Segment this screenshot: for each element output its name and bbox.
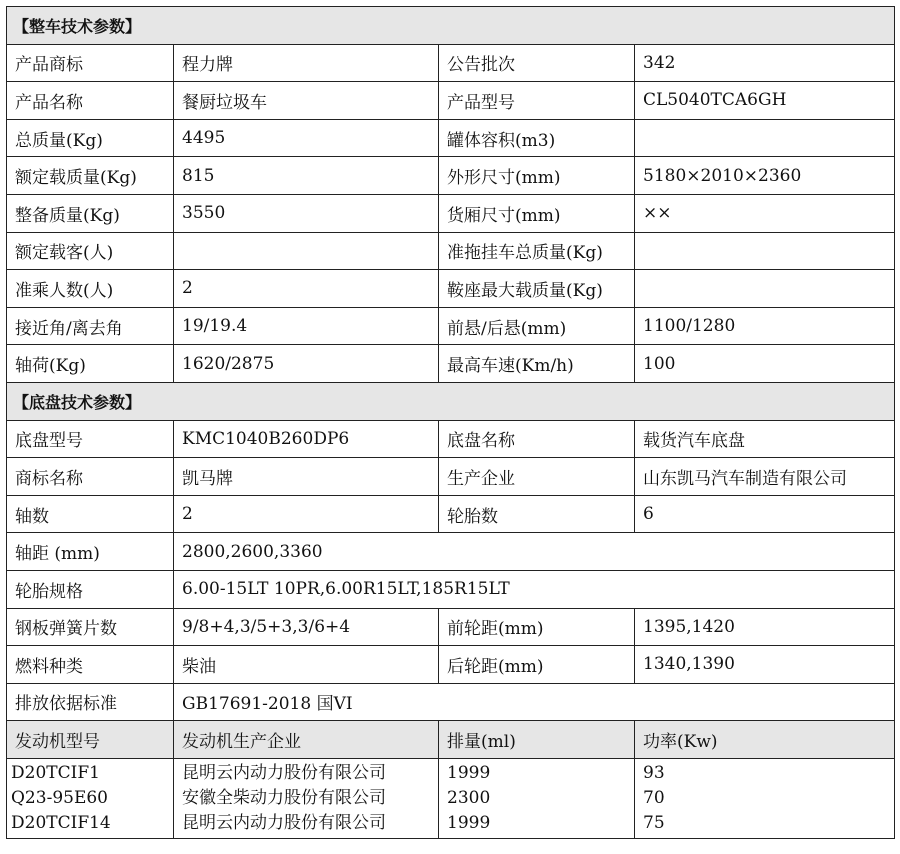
engine-list-row — [7, 758, 895, 838]
engine-model: D20TCIF14 — [11, 812, 111, 833]
spec-row — [7, 119, 895, 157]
spec-row — [7, 495, 895, 533]
engine-power-cell — [635, 758, 895, 838]
spec-label: 轴荷(Kg) — [7, 345, 174, 383]
engine-maker: 安徽全柴动力股份有限公司 — [182, 787, 386, 808]
spec-value — [635, 232, 895, 270]
spec-label: 准乘人数(人) — [7, 270, 174, 308]
spec-value: 6.00-15LT 10PR,6.00R15LT,185R15LT — [174, 570, 895, 608]
spec-label: 后轮距(mm) — [439, 646, 635, 684]
spec-value: 5180×2010×2360 — [635, 157, 895, 195]
emission-value: GB17691-2018 国VI — [174, 683, 895, 721]
spec-value: 1395,1420 — [635, 608, 895, 646]
spec-label: 额定载质量(Kg) — [7, 157, 174, 195]
spec-label: 轴数 — [7, 495, 174, 533]
spec-value: 100 — [635, 345, 895, 383]
spec-row-wide — [7, 683, 895, 721]
engine-col-header: 发动机型号 — [7, 721, 174, 759]
spec-value: 6 — [635, 495, 895, 533]
spec-value: KMC1040B260DP6 — [174, 420, 439, 458]
spec-sheet — [6, 6, 894, 839]
spec-label: 商标名称 — [7, 458, 174, 496]
spec-label: 最高车速(Km/h) — [439, 345, 635, 383]
engine-header-row — [7, 721, 895, 759]
spec-value: 1340,1390 — [635, 646, 895, 684]
spec-value: 2 — [174, 270, 439, 308]
spec-value — [174, 232, 439, 270]
vehicle-section-title: 【整车技术参数】 — [7, 7, 895, 45]
spec-value: ×× — [635, 194, 895, 232]
spec-row-wide — [7, 533, 895, 571]
spec-value: 3550 — [174, 194, 439, 232]
engine-power: 70 — [643, 787, 665, 808]
spec-value: CL5040TCA6GH — [635, 82, 895, 120]
engine-col-header: 功率(Kw) — [635, 721, 895, 759]
spec-label: 公告批次 — [439, 44, 635, 82]
engine-col-header: 发动机生产企业 — [174, 721, 439, 759]
spec-label: 钢板弹簧片数 — [7, 608, 174, 646]
spec-label: 接近角/离去角 — [7, 307, 174, 345]
engine-model: D20TCIF1 — [11, 762, 100, 783]
spec-label: 前轮距(mm) — [439, 608, 635, 646]
spec-row — [7, 458, 895, 496]
spec-value: 19/19.4 — [174, 307, 439, 345]
spec-value: 4495 — [174, 119, 439, 157]
spec-label: 产品型号 — [439, 82, 635, 120]
spec-label: 前悬/后悬(mm) — [439, 307, 635, 345]
spec-label: 产品商标 — [7, 44, 174, 82]
spec-row — [7, 232, 895, 270]
spec-label: 底盘型号 — [7, 420, 174, 458]
spec-row — [7, 270, 895, 308]
spec-label: 轴距 (mm) — [7, 533, 174, 571]
engine-model: Q23-95E60 — [11, 787, 108, 808]
spec-label: 产品名称 — [7, 82, 174, 120]
spec-value: 柴油 — [174, 646, 439, 684]
spec-value: 2800,2600,3360 — [174, 533, 895, 571]
chassis-section-header — [7, 382, 895, 420]
spec-value — [635, 119, 895, 157]
spec-row — [7, 420, 895, 458]
spec-label: 生产企业 — [439, 458, 635, 496]
spec-row — [7, 157, 895, 195]
chassis-section-title: 【底盘技术参数】 — [7, 382, 895, 420]
spec-value: 9/8+4,3/5+3,3/6+4 — [174, 608, 439, 646]
engine-maker-cell — [174, 758, 439, 838]
spec-label: 外形尺寸(mm) — [439, 157, 635, 195]
spec-value — [635, 270, 895, 308]
spec-label: 准拖挂车总质量(Kg) — [439, 232, 635, 270]
spec-value: 程力牌 — [174, 44, 439, 82]
spec-value: 凯马牌 — [174, 458, 439, 496]
engine-displacement-cell — [439, 758, 635, 838]
engine-power: 93 — [643, 762, 665, 783]
spec-value: 载货汽车底盘 — [635, 420, 895, 458]
engine-model-cell — [7, 758, 174, 838]
spec-label: 底盘名称 — [439, 420, 635, 458]
spec-label: 总质量(Kg) — [7, 119, 174, 157]
vehicle-section-header — [7, 7, 895, 45]
spec-value: 2 — [174, 495, 439, 533]
engine-displacement: 1999 — [447, 812, 491, 833]
spec-row-wide — [7, 570, 895, 608]
spec-label: 整备质量(Kg) — [7, 194, 174, 232]
engine-col-header: 排量(ml) — [439, 721, 635, 759]
engine-maker: 昆明云内动力股份有限公司 — [182, 812, 386, 833]
spec-value: 餐厨垃圾车 — [174, 82, 439, 120]
spec-row — [7, 608, 895, 646]
spec-value: 342 — [635, 44, 895, 82]
engine-displacement: 1999 — [447, 762, 491, 783]
spec-row — [7, 646, 895, 684]
spec-label: 鞍座最大载质量(Kg) — [439, 270, 635, 308]
emission-label: 排放依据标准 — [7, 683, 174, 721]
spec-value: 1620/2875 — [174, 345, 439, 383]
spec-value: 815 — [174, 157, 439, 195]
engine-displacement: 2300 — [447, 787, 491, 808]
spec-row — [7, 82, 895, 120]
spec-row — [7, 194, 895, 232]
spec-row — [7, 44, 895, 82]
spec-row — [7, 307, 895, 345]
spec-label: 货厢尺寸(mm) — [439, 194, 635, 232]
spec-label: 轮胎规格 — [7, 570, 174, 608]
spec-label: 燃料种类 — [7, 646, 174, 684]
spec-label: 额定载客(人) — [7, 232, 174, 270]
spec-table — [6, 6, 895, 839]
spec-row — [7, 345, 895, 383]
spec-label: 罐体容积(m3) — [439, 119, 635, 157]
spec-value: 1100/1280 — [635, 307, 895, 345]
engine-power: 75 — [643, 812, 665, 833]
engine-maker: 昆明云内动力股份有限公司 — [182, 762, 386, 783]
spec-value: 山东凯马汽车制造有限公司 — [635, 458, 895, 496]
spec-label: 轮胎数 — [439, 495, 635, 533]
